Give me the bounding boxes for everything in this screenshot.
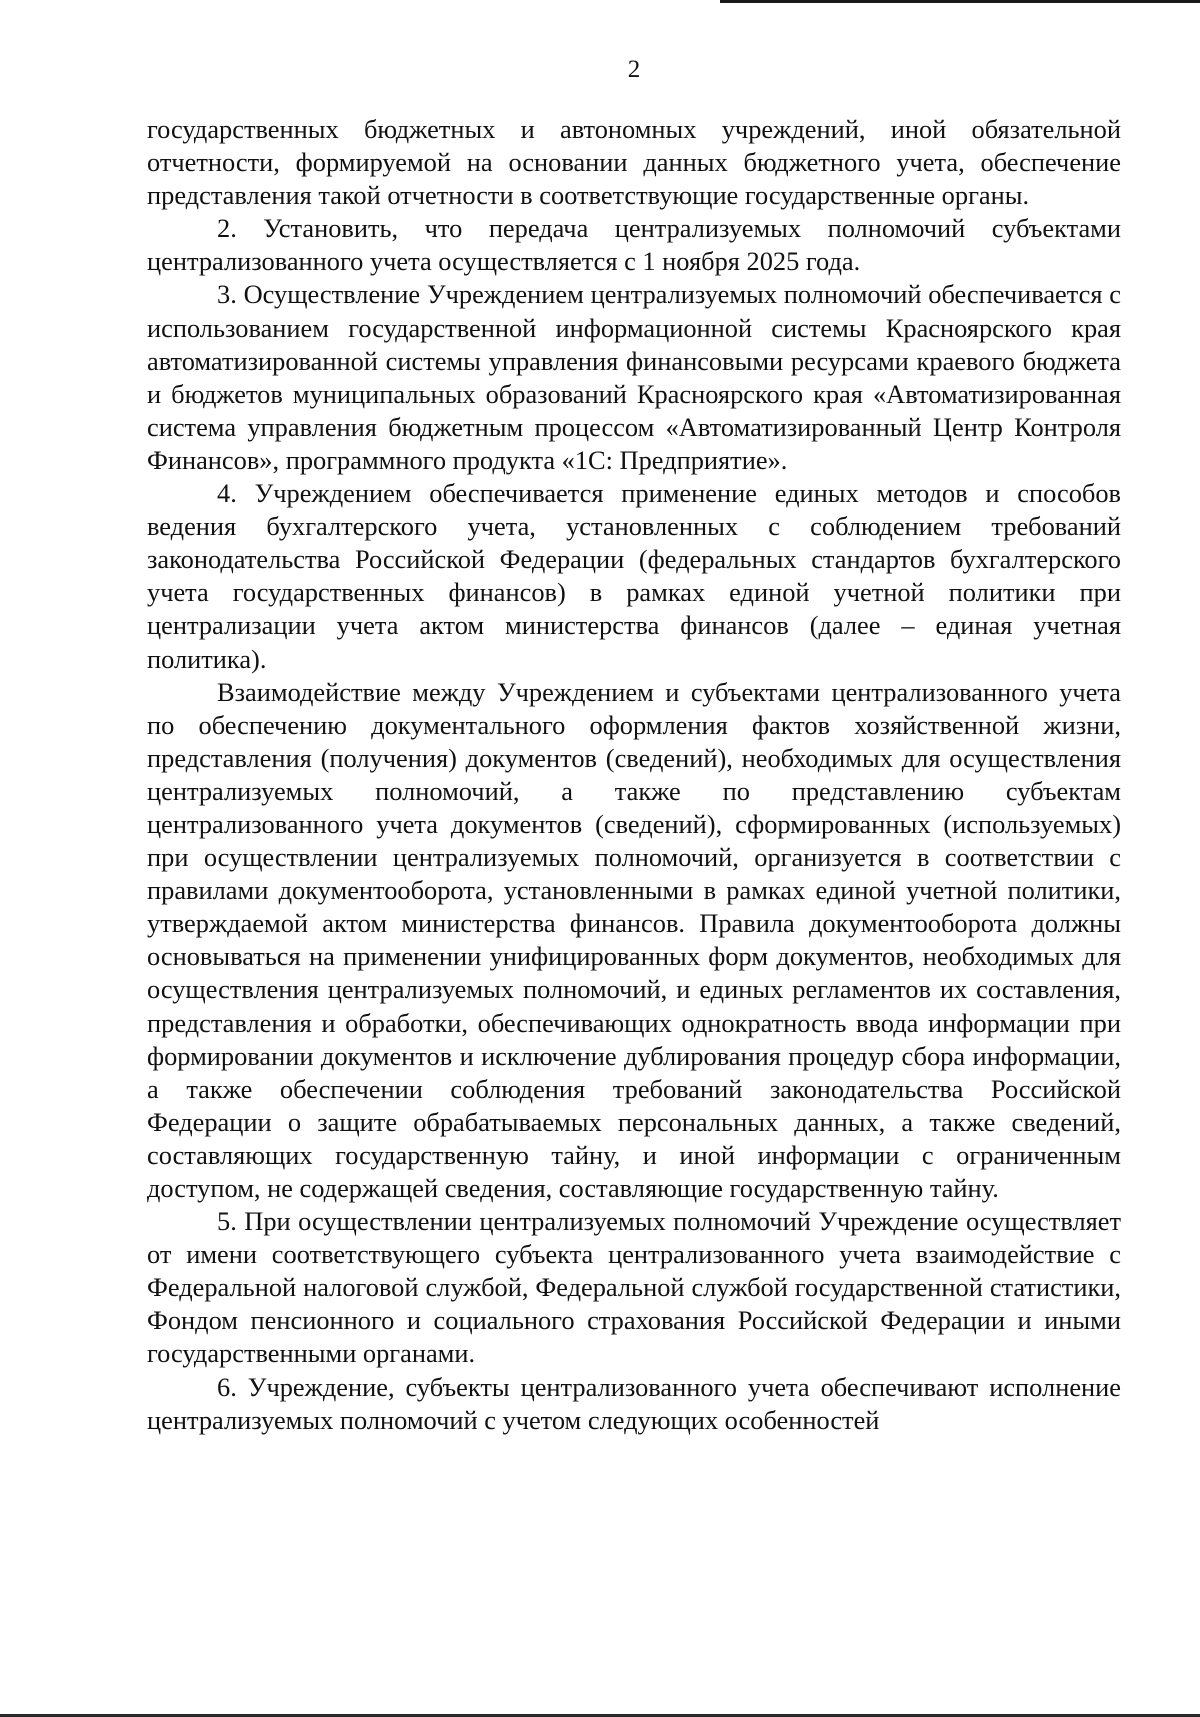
page-number: 2 bbox=[627, 56, 641, 83]
paragraph-item-3: 3. Осуществление Учреждением централизуемых полномочий обеспечивается с использованием государственной информационной системы Красноярского края автоматизированной системы управления финансовыми ресурсами краевого бюджета и бюджетов муниципальных образований Красноярского края «Автоматизированная система управления бюджетным процессом «Автоматизированный Центр Контроля Финансов», программного продукта «1С: Предприятие». bbox=[147, 279, 1121, 475]
paragraph-item-6: 6. Учреждение, субъекты централизованного учета обеспечивают исполнение централизуемых полномочий с учетом следующих особенностей bbox=[147, 1371, 1121, 1435]
paragraph-continuation: государственных бюджетных и автономных учреждений, иной обязательной отчетности, формируемой на основании данных бюджетного учета, обеспечение представления такой отчетности в соответствующие государственные органы. bbox=[147, 114, 1121, 211]
document-body bbox=[147, 113, 1121, 1437]
paragraph-interaction: Взаимодействие между Учреждением и субъектами централизованного учета по обеспечению документального оформления фактов хозяйственной жизни, представления (получения) документов (сведений), необходимых для осуществления централизуемых полномочий, а также по представлению субъектам централизованного учета документов (сведений), сформированных (используемых) при осуществлении централизуемых полномочий, организуется в соответствии с правилами документооборота, установленными в рамках единой учетной политики, утверждаемой актом министерства финансов. Правила документооборота должны основываться на применении унифицированных форм документов, необходимых для осуществления централизуемых полномочий, и единых регламентов их составления, представления и обработки, обеспечивающих однократность ввода информации при формировании документов и исключение дублирования процедур сбора информации, а также обеспечении соблюдения требований законодательства Российской Федерации о защите обрабатываемых персональных данных, а также сведений, составляющих государственную тайну, и иной информации с ограниченным доступом, не содержащей сведения, составляющие государственную тайну. bbox=[147, 676, 1121, 1203]
paragraph-item-4: 4. Учреждением обеспечивается применение единых методов и способов ведения бухгалтерского учета, установленных с соблюдением требований законодательства Российской Федерации (федеральных стандартов бухгалтерского учета государственных финансов) в рамках единой учетной политики при централизации учета актом министерства финансов (далее – единая учетная политика). bbox=[147, 478, 1121, 674]
scan-edge-top bbox=[720, 0, 1200, 3]
paragraph-item-2: 2. Установить, что передача централизуемых полномочий субъектами централизованного учета осуществляется с 1 ноября 2025 года. bbox=[147, 213, 1121, 277]
paragraph-item-5: 5. При осуществлении централизуемых полномочий Учреждение осуществляет от имени соответствующего субъекта централизованного учета взаимодействие с Федеральной налоговой службой, Федеральной службой государственной статистики, Фондом пенсионного и социального страхования Российской Федерации и иными государственными органами. bbox=[147, 1206, 1121, 1369]
